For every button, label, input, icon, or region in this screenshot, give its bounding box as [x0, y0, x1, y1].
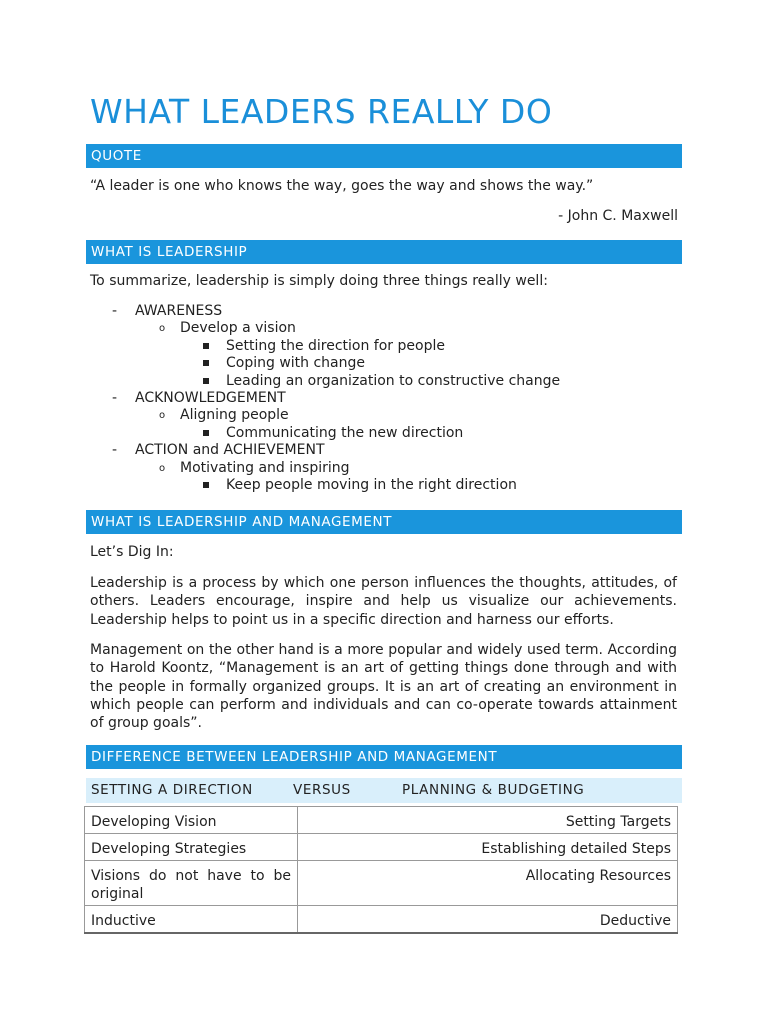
subheader-left: SETTING A DIRECTION [91, 782, 253, 798]
list-item-text: ACTION and ACHIEVEMENT [135, 442, 325, 459]
comparison-table [84, 806, 678, 934]
dash-bullet-icon: - [112, 442, 118, 459]
square-bullet-icon [203, 360, 209, 366]
square-bullet-icon [203, 482, 209, 488]
circle-bullet-icon: o [159, 410, 166, 422]
leadership-intro: To summarize, leadership is simply doing three things really well: [90, 273, 548, 289]
management-cell: Allocating Resources [298, 861, 678, 906]
list-item-text: Keep people moving in the right direction [226, 477, 517, 493]
list-item-text: Coping with change [226, 355, 366, 372]
circle-bullet-icon: o [159, 462, 166, 474]
square-bullet-icon [203, 430, 209, 436]
leadership-cell: Visions do not have to be original [85, 861, 298, 906]
circle-bullet-icon: o [159, 323, 166, 335]
dash-bullet-icon: - [112, 303, 118, 319]
table-row [85, 906, 678, 934]
list-item-text: Motivating and inspiring [180, 459, 350, 476]
list-item-text: Develop a vision [180, 320, 296, 337]
section-heading-quote: QUOTE [86, 144, 682, 168]
section-heading-leadership-management: WHAT IS LEADERSHIP AND MANAGEMENT [86, 510, 682, 534]
list-item-text: Aligning people [180, 407, 289, 424]
management-cell: Deductive [298, 906, 678, 934]
list-item-text: AWARENESS [135, 303, 223, 319]
table-row [85, 807, 678, 834]
leadership-cell: Inductive [85, 906, 298, 934]
section-heading-difference: DIFFERENCE BETWEEN LEADERSHIP AND MANAGEMENT [86, 745, 682, 769]
list-item-text: ACKNOWLEDGEMENT [135, 390, 286, 406]
quote-author: - John C. Maxwell [558, 208, 678, 224]
subheader-right: PLANNING & BUDGETING [402, 782, 585, 798]
quote-text: “A leader is one who knows the way, goes the way and shows the way.” [90, 178, 594, 194]
dash-bullet-icon: - [112, 390, 118, 406]
table-row [85, 834, 678, 861]
list-item-text: Setting the direction for people [226, 337, 445, 354]
management-cell: Establishing detailed Steps [298, 834, 678, 861]
list-item-text: Communicating the new direction [226, 424, 464, 441]
list-item-text: Leading an organization to constructive change [226, 372, 561, 389]
management-paragraph: Management on the other hand is a more popular and widely used term. According to Harold Koontz, “Management is an art of getting things done through and with the people in formally organized groups. It is an art of creating an environment in which people can perform and individuals and can co-operate towards attainment of group goals”. [90, 642, 677, 732]
table-row [85, 861, 678, 906]
subheader-middle: VERSUS [293, 782, 351, 798]
management-cell: Setting Targets [298, 807, 678, 834]
document-title: WHAT LEADERS REALLY DO [90, 92, 553, 131]
leadership-cell: Developing Vision [85, 807, 298, 834]
comparison-subheader [86, 778, 682, 803]
square-bullet-icon [203, 343, 209, 349]
section-heading-leadership: WHAT IS LEADERSHIP [86, 240, 682, 264]
dig-in-text: Let’s Dig In: [90, 544, 174, 560]
square-bullet-icon [203, 378, 209, 384]
leadership-paragraph: Leadership is a process by which one person influences the thoughts, attitudes, of others. Leaders encourage, inspire and help us visualize our achievements. Leadership helps to point us in a specific direction and harness our efforts. [90, 575, 677, 628]
leadership-cell: Developing Strategies [85, 834, 298, 861]
